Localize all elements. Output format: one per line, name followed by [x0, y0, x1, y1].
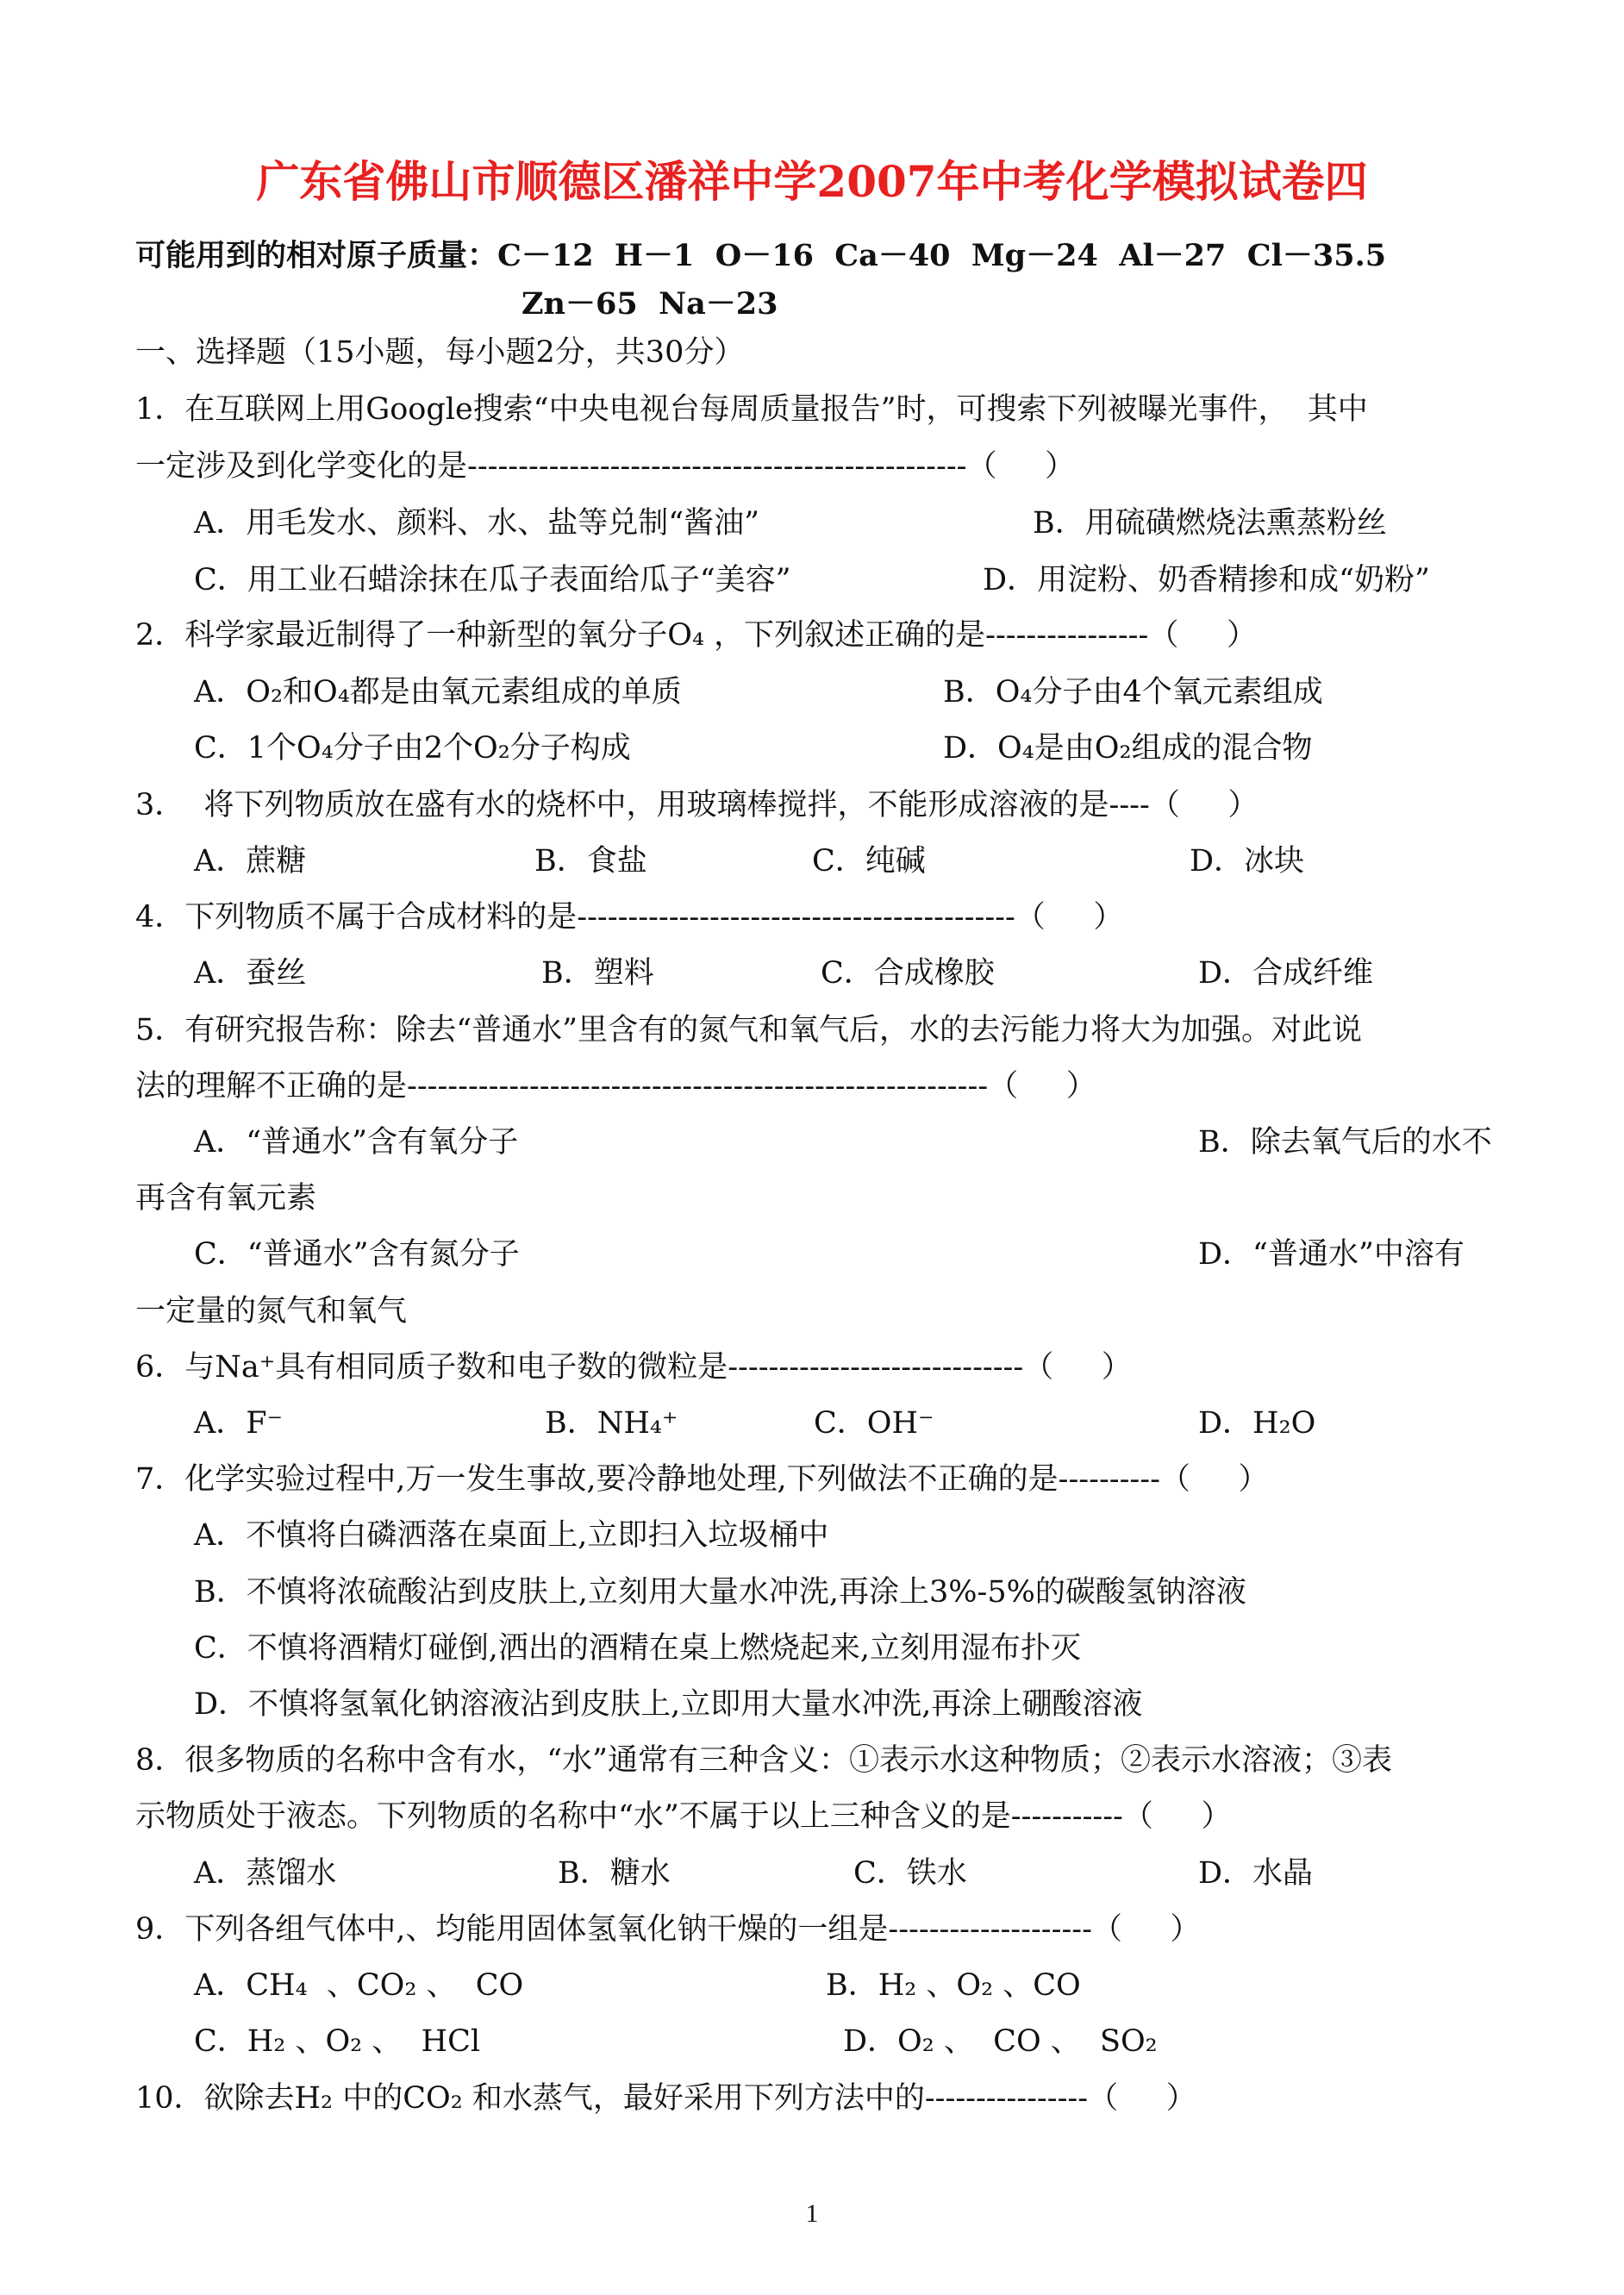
document-title: 广东省佛山市顺德区潘祥中学2007年中考化学模拟试卷四 — [256, 156, 1368, 207]
question-1-option-b: B．用硫磺燃烧法熏蒸粉丝 — [1033, 506, 1387, 541]
question-10-stem: 10．欲除去H₂ 中的CO₂ 和水蒸气，最好采用下列方法中的----------------（ ） — [135, 2081, 1196, 2116]
question-7-stem: 7．化学实验过程中,万一发生事故,要冷静地处理,下列做法不正确的是----------（ ） — [135, 1462, 1269, 1497]
question-5-option-b-cont: 再含有氧元素 — [135, 1181, 317, 1216]
question-4-option-c: C．合成橡胶 — [821, 956, 995, 991]
question-3-option-b: B．食盐 — [534, 844, 647, 879]
question-6-option-b: B．NH₄⁺ — [545, 1406, 678, 1441]
question-2-stem: 2．科学家最近制得了一种新型的氧分子O₄ ，下列叙述正确的是----------------（ ） — [135, 618, 1257, 653]
question-2-option-a: A．O₂和O₄都是由氧元素组成的单质 — [194, 675, 682, 710]
question-5-option-b: B．除去氧气后的水不 — [1198, 1125, 1492, 1160]
question-9-option-d: D．O₂ 、 CO 、 SO₂ — [843, 2024, 1158, 2059]
question-5-line-2: 法的理解不正确的是---------------------------------------------------------（ ） — [135, 1069, 1096, 1104]
question-1-option-d: D．用淀粉、奶香精掺和成“奶粉” — [983, 563, 1430, 597]
question-6-stem: 6．与Na⁺具有相同质子数和电子数的微粒是-----------------------------（ ） — [135, 1350, 1132, 1385]
question-4-stem: 4．下列物质不属于合成材料的是-------------------------------------------（ ） — [135, 900, 1124, 935]
atomic-mass-line-2: Zn－65 Na－23 — [522, 286, 778, 322]
page-number: 1 — [805, 2199, 819, 2228]
question-5-option-c: C．“普通水”含有氮分子 — [194, 1237, 520, 1272]
section-heading: 一、选择题（15小题，每小题2分，共30分） — [135, 335, 745, 370]
question-4-option-d: D．合成纤维 — [1198, 956, 1374, 991]
question-4-option-a: A．蚕丝 — [194, 956, 307, 991]
question-3-stem: 3． 将下列物质放在盛有水的烧杯中，用玻璃棒搅拌，不能形成溶液的是----（ ） — [135, 788, 1259, 822]
question-5-option-d-cont: 一定量的氮气和氧气 — [135, 1294, 408, 1329]
question-8-line-1: 8．很多物质的名称中含有水，“水”通常有三种含义：①表示水这种物质；②表示水溶液；③表 — [135, 1743, 1393, 1778]
question-6-option-c: C．OH⁻ — [814, 1406, 934, 1441]
question-1-line-1: 1．在互联网上用Google搜索“中央电视台每周质量报告”时，可搜索下列被曝光事件， 其中 — [135, 392, 1368, 427]
atomic-mass-line-1: 可能用到的相对原子质量：C－12 H－1 O－16 Ca－40 Mg－24 Al－27 Cl－35.5 — [135, 238, 1387, 273]
question-7-option-d: D．不慎将氢氧化钠溶液沾到皮肤上,立即用大量水冲洗,再涂上硼酸溶液 — [194, 1687, 1143, 1722]
question-9-option-a: A．CH₄ 、CO₂ 、 CO — [194, 1968, 524, 2003]
question-6-option-d: D．H₂O — [1198, 1406, 1316, 1441]
question-6-option-a: A．F⁻ — [194, 1406, 284, 1441]
question-2-option-b: B．O₄分子由4个氧元素组成 — [943, 675, 1323, 710]
question-8-option-a: A．蒸馏水 — [194, 1856, 337, 1891]
question-1-line-2: 一定涉及到化学变化的是-------------------------------------------------（ ） — [135, 449, 1076, 484]
question-2-option-d: D．O₄是由O₂组成的混合物 — [943, 731, 1313, 766]
question-5-line-1: 5．有研究报告称：除去“普通水”里含有的氮气和氧气后，水的去污能力将大为加强。对此说 — [135, 1013, 1363, 1047]
question-5-option-a: A．“普通水”含有氧分子 — [194, 1125, 519, 1160]
question-7-option-a: A．不慎将白磷洒落在桌面上,立即扫入垃圾桶中 — [194, 1518, 829, 1553]
question-8-option-c: C．铁水 — [853, 1856, 967, 1891]
question-8-option-d: D．水晶 — [1198, 1856, 1314, 1891]
question-3-option-a: A．蔗糖 — [194, 844, 307, 879]
question-8-option-b: B．糖水 — [558, 1856, 671, 1891]
question-5-option-d: D．“普通水”中溶有 — [1198, 1237, 1465, 1272]
question-1-option-c: C．用工业石蜡涂抹在瓜子表面给瓜子“美容” — [194, 563, 791, 597]
question-2-option-c: C．1个O₄分子由2个O₂分子构成 — [194, 731, 631, 766]
question-4-option-b: B．塑料 — [541, 956, 654, 991]
question-1-option-a: A．用毛发水、颜料、水、盐等兑制“酱油” — [194, 506, 760, 541]
question-7-option-b: B．不慎将浓硫酸沾到皮肤上,立刻用大量水冲洗,再涂上3%-5%的碳酸氢钠溶液 — [194, 1575, 1246, 1610]
question-3-option-c: C．纯碱 — [812, 844, 926, 879]
question-7-option-c: C．不慎将酒精灯碰倒,洒出的酒精在桌上燃烧起来,立刻用湿布扑灭 — [194, 1631, 1082, 1666]
question-9-option-b: B．H₂ 、O₂ 、CO — [826, 1968, 1081, 2003]
question-3-option-d: D．冰块 — [1190, 844, 1305, 879]
question-9-stem: 9．下列各组气体中,、均能用固体氢氧化钠干燥的一组是--------------------（ ） — [135, 1912, 1201, 1947]
question-8-line-2: 示物质处于液态。下列物质的名称中“水”不属于以上三种含义的是-----------（ ） — [135, 1799, 1232, 1834]
question-9-option-c: C．H₂ 、O₂ 、 HCl — [194, 2024, 481, 2059]
